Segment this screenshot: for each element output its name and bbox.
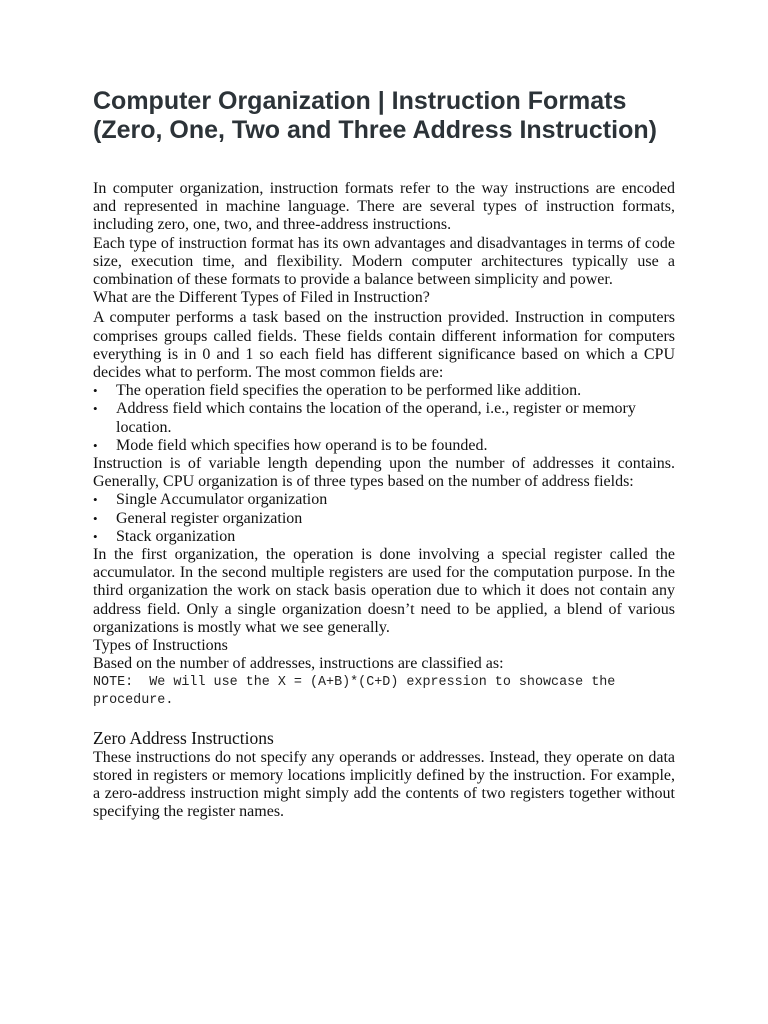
document-page (93, 87, 675, 821)
organization-list (93, 491, 675, 546)
list-item (93, 510, 675, 528)
list-item (93, 382, 675, 400)
bullet-icon: • (93, 401, 98, 417)
bullet-icon: • (93, 492, 98, 508)
note-code-block: NOTE: We will use the X = (A+B)*(C+D) expression to showcase the procedure. (93, 675, 624, 709)
types-heading: Types of Instructions (93, 637, 228, 655)
bullet-icon: • (93, 528, 98, 544)
list-item-text: Mode field which specifies how operand is to be founded. (116, 436, 488, 454)
zero-address-section (93, 749, 675, 822)
zero-address-heading: Zero Address Instructions (93, 727, 274, 748)
field-list (93, 382, 675, 455)
fields-question: What are the Different Types of Filed in Instruction? (93, 289, 430, 307)
classified-paragraph: Based on the number of addresses, instructions are classified as: (93, 655, 504, 673)
list-item-text: Address field which contains the location of the operand, i.e., register or memory location. (116, 400, 636, 436)
bullet-icon: • (93, 437, 98, 453)
document-title: Computer Organization | Instruction Formats (Zero, One, Two and Three Address Instruction) (93, 87, 657, 144)
bullet-icon: • (93, 383, 98, 399)
zero-address-paragraph: These instructions do not specify any operands or addresses. Instead, they operate on data stored in registers or memory locations implicitly defined by the instruction. For example, a zero-address instruction might simply add the contents of two registers together without specifying the register names. (93, 748, 675, 821)
list-item-text: General register organization (116, 509, 303, 527)
fields-intro-paragraph: A computer performs a task based on the instruction provided. Instruction in computers comprises groups called fields. These fields contain different information for computers everything is in 0 and 1 so each field has different significance based on which a CPU decides what to perform. The most common fields are: (93, 309, 675, 382)
document-body (93, 180, 675, 673)
list-item-text: Stack organization (116, 527, 236, 545)
list-item (93, 400, 675, 436)
organizations-paragraph: In the first organization, the operation is done involving a special register called the accumulator. In the second multiple registers are used for the computation purpose. In the third organization the work on stack basis operation due to which it does not contain any address field. Only a single organization doesn’t need to be applied, a blend of various organizations is mostly what we see generally. (93, 546, 675, 636)
intro-paragraph: In computer organization, instruction formats refer to the way instructions are encoded and represented in machine language. There are several types of instruction formats, including zero, one, two, and three-address instructions. (93, 180, 675, 234)
advantages-paragraph: Each type of instruction format has its own advantages and disadvantages in terms of code size, execution time, and flexibility. Modern computer architectures typically use a combination of these formats to provide a balance between simplicity and power. (93, 234, 675, 289)
variable-length-paragraph: Instruction is of variable length depending upon the number of addresses it contains. Generally, CPU organization is of three types based on the number of address fields: (93, 455, 675, 491)
bullet-icon: • (93, 510, 98, 526)
list-item-text: Single Accumulator organization (116, 491, 328, 509)
list-item (93, 491, 675, 509)
list-item (93, 437, 675, 455)
list-item-text: The operation field specifies the operation to be performed like addition. (116, 382, 582, 400)
list-item (93, 528, 675, 546)
